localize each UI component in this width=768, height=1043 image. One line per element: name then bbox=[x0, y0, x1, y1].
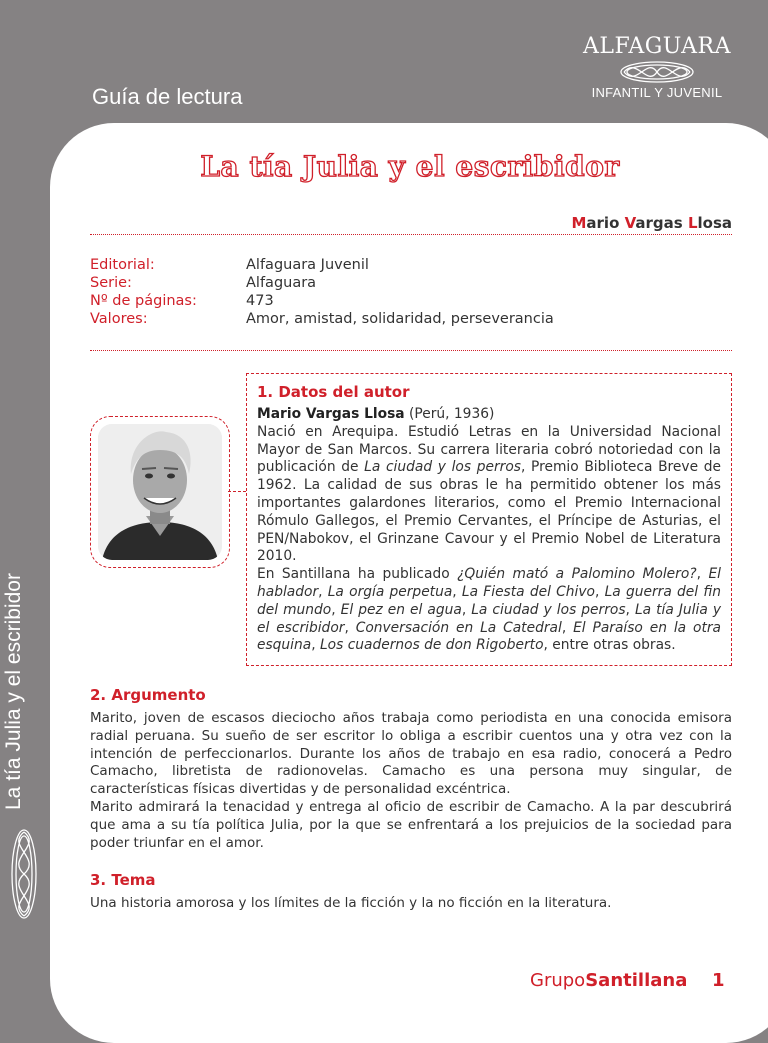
footer-brand bbox=[530, 970, 687, 991]
author-name-part: argas bbox=[635, 214, 688, 232]
bio-paragraph: En Santillana ha publicado ¿Quién mató a Palomino Molero?, El hablador, La orgía perpetua, La Fiesta del Chivo, La guerra del fin del mundo, El pez en el agua, La ciudad y los perros, La tía Julia y el escribidor, Conversación en La Catedral, El Paraíso en la otra esquina, Los cuadernos de don Rigoberto, entre otras obras. bbox=[257, 566, 721, 654]
work-title: La Fiesta del Chivo bbox=[461, 583, 595, 600]
meta-value: Amor, amistad, solidaridad, perseverancia bbox=[246, 311, 554, 327]
author-info-box bbox=[246, 373, 732, 666]
bio-paragraph bbox=[257, 424, 721, 566]
author-name-part: ario bbox=[586, 214, 625, 232]
author-initial: M bbox=[571, 214, 587, 232]
side-title: La tía Julia y el escribidor bbox=[2, 573, 25, 810]
work-title: El Paraíso en la otra esquina bbox=[257, 619, 721, 654]
dotted-divider bbox=[90, 350, 732, 351]
argument-section bbox=[90, 686, 732, 852]
side-knot-ornament-icon bbox=[6, 826, 42, 922]
author-initial: L bbox=[687, 214, 698, 232]
section-title: 2. Argumento bbox=[90, 686, 206, 704]
guide-label: Guía de lectura bbox=[92, 84, 243, 109]
brand-subtitle: INFANTIL Y JUVENIL bbox=[591, 85, 723, 100]
author-bio bbox=[257, 406, 721, 655]
meta-value: Alfaguara bbox=[246, 275, 317, 291]
argument-paragraph: Marito admirará la tenacidad y entrega al oficio de escribir de Camacho. A la par descubrirá que ama a su tía política Julia, por la que se enfrentará a los prejuicios de la sociedad para poder triunfar en el amor. bbox=[90, 798, 732, 851]
footer-brand-light: Grupo bbox=[530, 970, 586, 991]
work-title: La orgía perpetua bbox=[327, 583, 453, 600]
work-title: ¿Quién mató a Palomino Molero? bbox=[457, 566, 697, 583]
work-title: La ciudad y los perros bbox=[471, 601, 626, 618]
dashed-connector bbox=[228, 491, 246, 492]
bio-text: Nació en Arequipa. Estudió Letras en la Universidad Nacional Mayor de San Marcos. Su carrera literaria cobró notoriedad con la publicación de bbox=[257, 423, 721, 476]
meta-key: Nº de páginas: bbox=[90, 293, 197, 309]
bio-text: , Premio Biblioteca Breve de 1962. La calidad de sus obras le ha permitido obtener los más importantes galardones literarios, como el Premio Internacional Rómulo Gallegos, el Premio Cervantes, el Príncipe de Asturias, el PEN/Nabokov, el Grinzane Cavour y el Premio Nobel de Literatura 2010. bbox=[257, 459, 721, 565]
author-byline bbox=[571, 214, 732, 232]
theme-section bbox=[90, 871, 732, 913]
section-title: 3. Tema bbox=[90, 871, 156, 889]
dotted-divider bbox=[90, 234, 732, 235]
author-name-part: losa bbox=[697, 214, 732, 232]
author-name: Mario Vargas Llosa bbox=[257, 406, 405, 422]
work-title: La tía Julia y el escribidor bbox=[257, 601, 721, 636]
work-title: El hablador bbox=[257, 566, 721, 600]
meta-value: 473 bbox=[246, 293, 274, 309]
theme-text: Una historia amorosa y los límites de la ficción y la no ficción en la literatura. bbox=[90, 895, 612, 911]
page-number: 1 bbox=[712, 970, 725, 991]
author-photo bbox=[98, 424, 222, 560]
bio-text: , entre otras obras. bbox=[543, 637, 676, 654]
publisher-logo bbox=[572, 34, 742, 100]
meta-row bbox=[90, 256, 554, 274]
bio-paragraph bbox=[257, 406, 721, 424]
meta-value: Alfaguara Juvenil bbox=[246, 257, 369, 273]
argument-paragraph: Marito, joven de escasos dieciocho años trabaja como periodista en una conocida emisora radial peruana. Su sueño de ser escritor lo obliga a escribir cuentos una y otra vez con la intención de perfeccionarlos. Durante los años de trabajo en esa radio, conocerá a Pedro Camacho, libretista de radionovelas. Camacho es una persona muy singular, de características físicas divertidas y de personalidad excéntrica. bbox=[90, 710, 732, 798]
author-origin: (Perú, 1936) bbox=[404, 406, 495, 422]
brand-name: ALFAGUARA bbox=[582, 34, 731, 59]
meta-row bbox=[90, 274, 554, 292]
work-title: La guerra del fin del mundo bbox=[257, 583, 721, 618]
author-initial: V bbox=[624, 214, 636, 232]
meta-key: Valores: bbox=[90, 311, 148, 327]
bio-text: En Santillana ha publicado bbox=[257, 566, 458, 583]
section-title: 1. Datos del autor bbox=[257, 383, 410, 401]
work-title: Los cuadernos de don Rigoberto bbox=[320, 637, 544, 654]
author-photo-frame bbox=[90, 416, 230, 568]
book-metadata bbox=[90, 256, 554, 328]
book-title: La tía Julia y el escribidor bbox=[200, 150, 620, 183]
meta-row bbox=[90, 310, 554, 328]
footer-brand-bold: Santillana bbox=[585, 970, 688, 991]
book-reference: La ciudad y los perros bbox=[364, 459, 521, 476]
meta-key: Editorial: bbox=[90, 257, 155, 273]
knot-ornament-icon bbox=[612, 59, 702, 85]
work-title: Conversación en La Catedral bbox=[355, 619, 562, 636]
meta-row bbox=[90, 292, 554, 310]
work-title: El pez en el agua bbox=[340, 601, 462, 618]
meta-key: Serie: bbox=[90, 275, 132, 291]
